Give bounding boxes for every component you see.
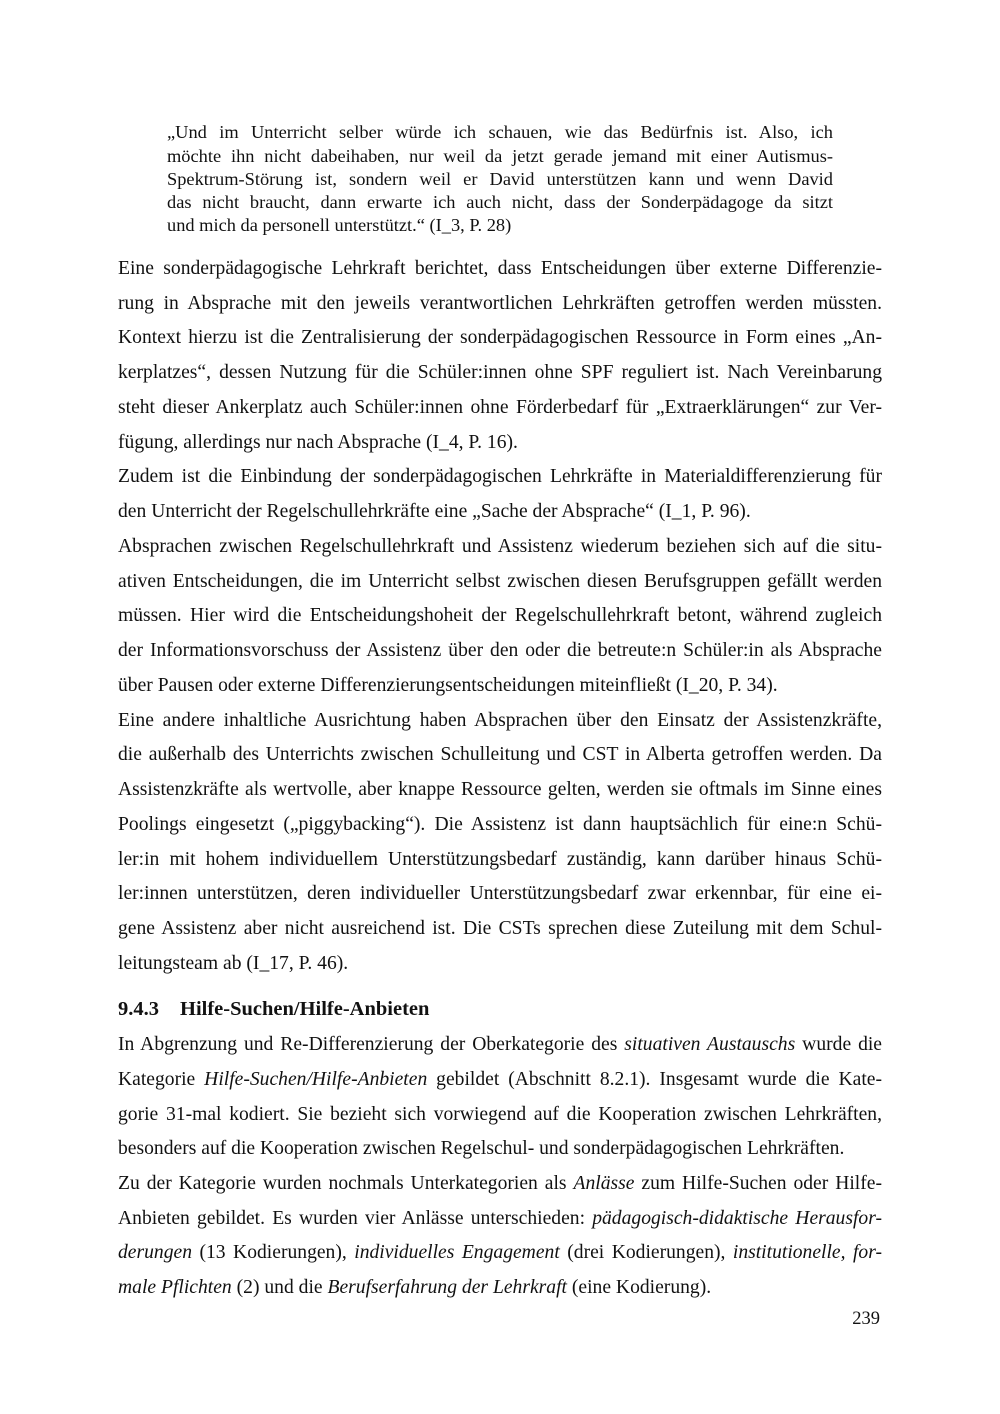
text-line: Absprachen zwischen Regelschullehrkraft und Assistenz wiederum beziehen sich auf die situ- [118,536,882,557]
section-number: 9.4.3 [118,998,159,1020]
italic-term: derungen [118,1242,193,1263]
italic-term: Anlässe [573,1173,635,1194]
italic-term: male Pflichten [118,1277,232,1298]
quote-line: möchte ihn nicht dabeihaben, nur weil da jetzt gerade jemand mit einer Autismus- [167,146,833,166]
text-line: ativen Entscheidungen, die im Unterricht selbst zwischen diesen Berufsgruppen gefällt werden [118,571,882,592]
text-line: Zudem ist die Einbindung der sonderpädagogischen Lehrkräfte in Materialdifferenzierung für [118,466,882,487]
text-run: zum Hilfe-Suchen oder Hilfe- [634,1173,882,1194]
text-run: In Abgrenzung und Re-Differenzierung der Oberkategorie des [118,1034,625,1055]
text-line: Poolings eingesetzt („piggybacking“). Die Assistenz ist dann hauptsächlich für eine:n Schü- [118,814,882,835]
text-line: müssen. Hier wird die Entscheidungshoheit der Regelschullehrkraft betont, während zugleich [118,605,882,626]
text-line: leitungsteam ab (I_17, P. 46). [118,953,349,974]
text-line: kerplatzes“, dessen Nutzung für die Schüler:innen ohne SPF reguliert ist. Nach Vereinbarung [118,362,882,383]
italic-term: institutionelle, for- [732,1242,882,1263]
quote-line: und mich da personell unterstützt.“ (I_3, P. 28) [167,215,512,235]
text-line [118,1276,711,1300]
text-run: (2) und die [231,1277,328,1298]
text-line: gorie 31-mal kodiert. Sie bezieht sich vorwiegend auf die Kooperation zwischen Lehrkräften, [118,1104,882,1125]
text-run: Kategorie [118,1069,205,1090]
page-number: 239 [852,1309,880,1329]
text-line: Assistenzkräfte als wertvolle, aber knappe Ressource gelten, werden sie oftmals im Sinne eines [118,779,882,800]
text-run: (13 Kodierungen), [192,1242,355,1263]
text-line [118,1172,882,1196]
text-line: rung in Absprache mit den jeweils verantwortlichen Lehrkräften getroffen werden müssten. [118,293,882,314]
text-line: ler:innen unterstützen, deren individueller Unterstützungsbedarf zwar erkennbar, für eine ei- [118,883,882,904]
italic-term: situativen Austauschs [624,1034,796,1055]
text-line [118,1241,882,1265]
text-run: gebildet (Abschnitt 8.2.1). Insgesamt wurde die Kate- [427,1069,882,1090]
text-line [118,1033,882,1057]
text-run: (drei Kodierungen), [559,1242,733,1263]
text-line: ler:in mit hohem individuellem Unterstützungsbedarf zuständig, kann darüber hinaus Schü- [118,849,882,870]
italic-term: Berufserfahrung der Lehrkraft [327,1277,567,1298]
text-run: Anbieten gebildet. Es wurden vier Anlässe unterschieden: [118,1208,593,1229]
italic-term: individuelles Engagement [354,1242,560,1263]
text-line: den Unterricht der Regelschullehrkräfte eine „Sache der Absprache“ (I_1, P. 96). [118,501,751,522]
section-heading [118,996,429,1022]
text-line: steht dieser Ankerplatz auch Schüler:innen ohne Förderbedarf für „Extraerklärungen“ zur Ver- [118,397,882,418]
text-run: (eine Kodierung). [566,1277,712,1298]
quote-line: „Und im Unterricht selber würde ich schauen, wie das Bedürfnis ist. Also, ich [167,122,833,142]
text-line: fügung, allerdings nur nach Absprache (I_4, P. 16). [118,432,518,453]
italic-term: pädagogisch-didaktische Herausfor- [592,1208,882,1229]
text-line: Kontext hierzu ist die Zentralisierung der sonderpädagogischen Ressource in Form eines „An- [118,327,882,348]
italic-term: Hilfe-Suchen/Hilfe-Anbieten [204,1069,428,1090]
text-line: gene Assistenz aber nicht ausreichend ist. Die CSTs sprechen diese Zuteilung mit dem Schul- [118,918,882,939]
text-line: die außerhalb des Unterrichts zwischen Schulleitung und CST in Alberta getroffen werden. Da [118,744,882,765]
text-run: Zu der Kategorie wurden nochmals Unterkategorien als [118,1173,574,1194]
text-run: wurde die [795,1034,883,1055]
quote-line: Spektrum-Störung ist, sondern weil er David unterstützen kann und wenn David [167,169,833,189]
section-title: Hilfe-Suchen/Hilfe-Anbieten [180,998,430,1020]
text-line: Eine andere inhaltliche Ausrichtung haben Absprachen über den Einsatz der Assistenzkräfte, [118,710,882,731]
text-line: der Informationsvorschuss der Assistenz über den oder die betreute:n Schüler:in als Absprache [118,640,882,661]
text-line [118,1068,882,1092]
text-line: Eine sonderpädagogische Lehrkraft berichtet, dass Entscheidungen über externe Differenzie- [118,258,882,279]
text-line [118,1207,882,1231]
text-line: besonders auf die Kooperation zwischen Regelschul- und sonderpädagogischen Lehrkräften. [118,1138,845,1159]
text-line: über Pausen oder externe Differenzierungsentscheidungen miteinfließt (I_20, P. 34). [118,675,778,696]
quote-line: das nicht braucht, dann erwarte ich auch nicht, dass der Sonderpädagoge da sitzt [167,192,833,212]
